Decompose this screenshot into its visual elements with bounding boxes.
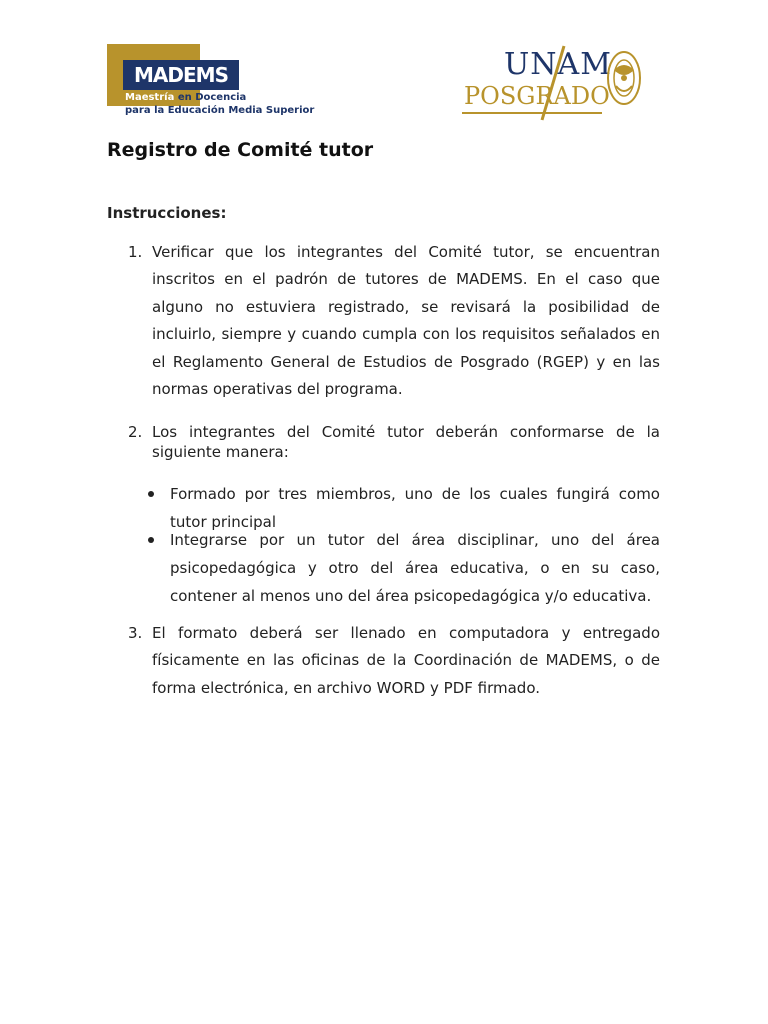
instruction-number: 3. [128,624,143,642]
bullet-text: Formado por tres miembros, uno de los cuales fungirá como tutor principal [170,485,660,531]
bullet-dot-icon [148,491,154,497]
unam-logo-line1: UNAM [504,47,612,82]
instruction-bullet-2 [170,526,660,610]
madems-logo-wordmark: MADEMS [123,60,239,90]
instructions-heading: Instrucciones: [107,204,227,222]
instruction-number: 1. [128,243,143,261]
unam-logo-line2: POSGRADO [464,82,610,110]
instruction-number: 2. [128,423,143,441]
unam-seal-icon [606,50,642,106]
bullet-text: Integrarse por un tutor del área disciplinar, uno del área psicopedagógica y otro del área educativa, o en su caso, contener al menos uno del área psicopedagógica y/o educativa. [170,531,660,605]
instruction-item-2 [128,422,660,462]
madems-logo [107,44,315,116]
instruction-text: Los integrantes del Comité tutor deberán conformarse de la siguiente manera: [152,423,660,461]
page-title: Registro de Comité tutor [107,139,374,161]
madems-logo-line1-b: en Docencia [177,92,247,103]
instruction-text: Verificar que los integrantes del Comité tutor, se encuentran inscritos en el padrón de tutores de MADEMS. En el caso que alguno no estuviera registrado, se revisará la posibilidad de incluirlo, siempre y cuando cumpla con los requisitos señalados en el Reglamento General de Estudios de Posgrado (RGEP) y en las normas operativas del programa. [152,243,660,399]
instruction-text: El formato deberá ser llenado en computadora y entregado físicamente en las oficinas de la Coordinación de MADEMS, o de forma electrónica, en archivo WORD y PDF firmado. [152,624,660,697]
madems-logo-line1 [125,92,246,104]
madems-logo-line2: para la Educación Media Superior [125,105,315,116]
unam-logo-slash-icon [520,44,580,124]
madems-logo-line1-a: Maestría [125,92,175,103]
bullet-dot-icon [148,537,154,543]
unam-posgrado-logo [460,44,646,124]
instruction-item-1 [128,239,660,403]
instruction-item-3 [128,620,660,702]
